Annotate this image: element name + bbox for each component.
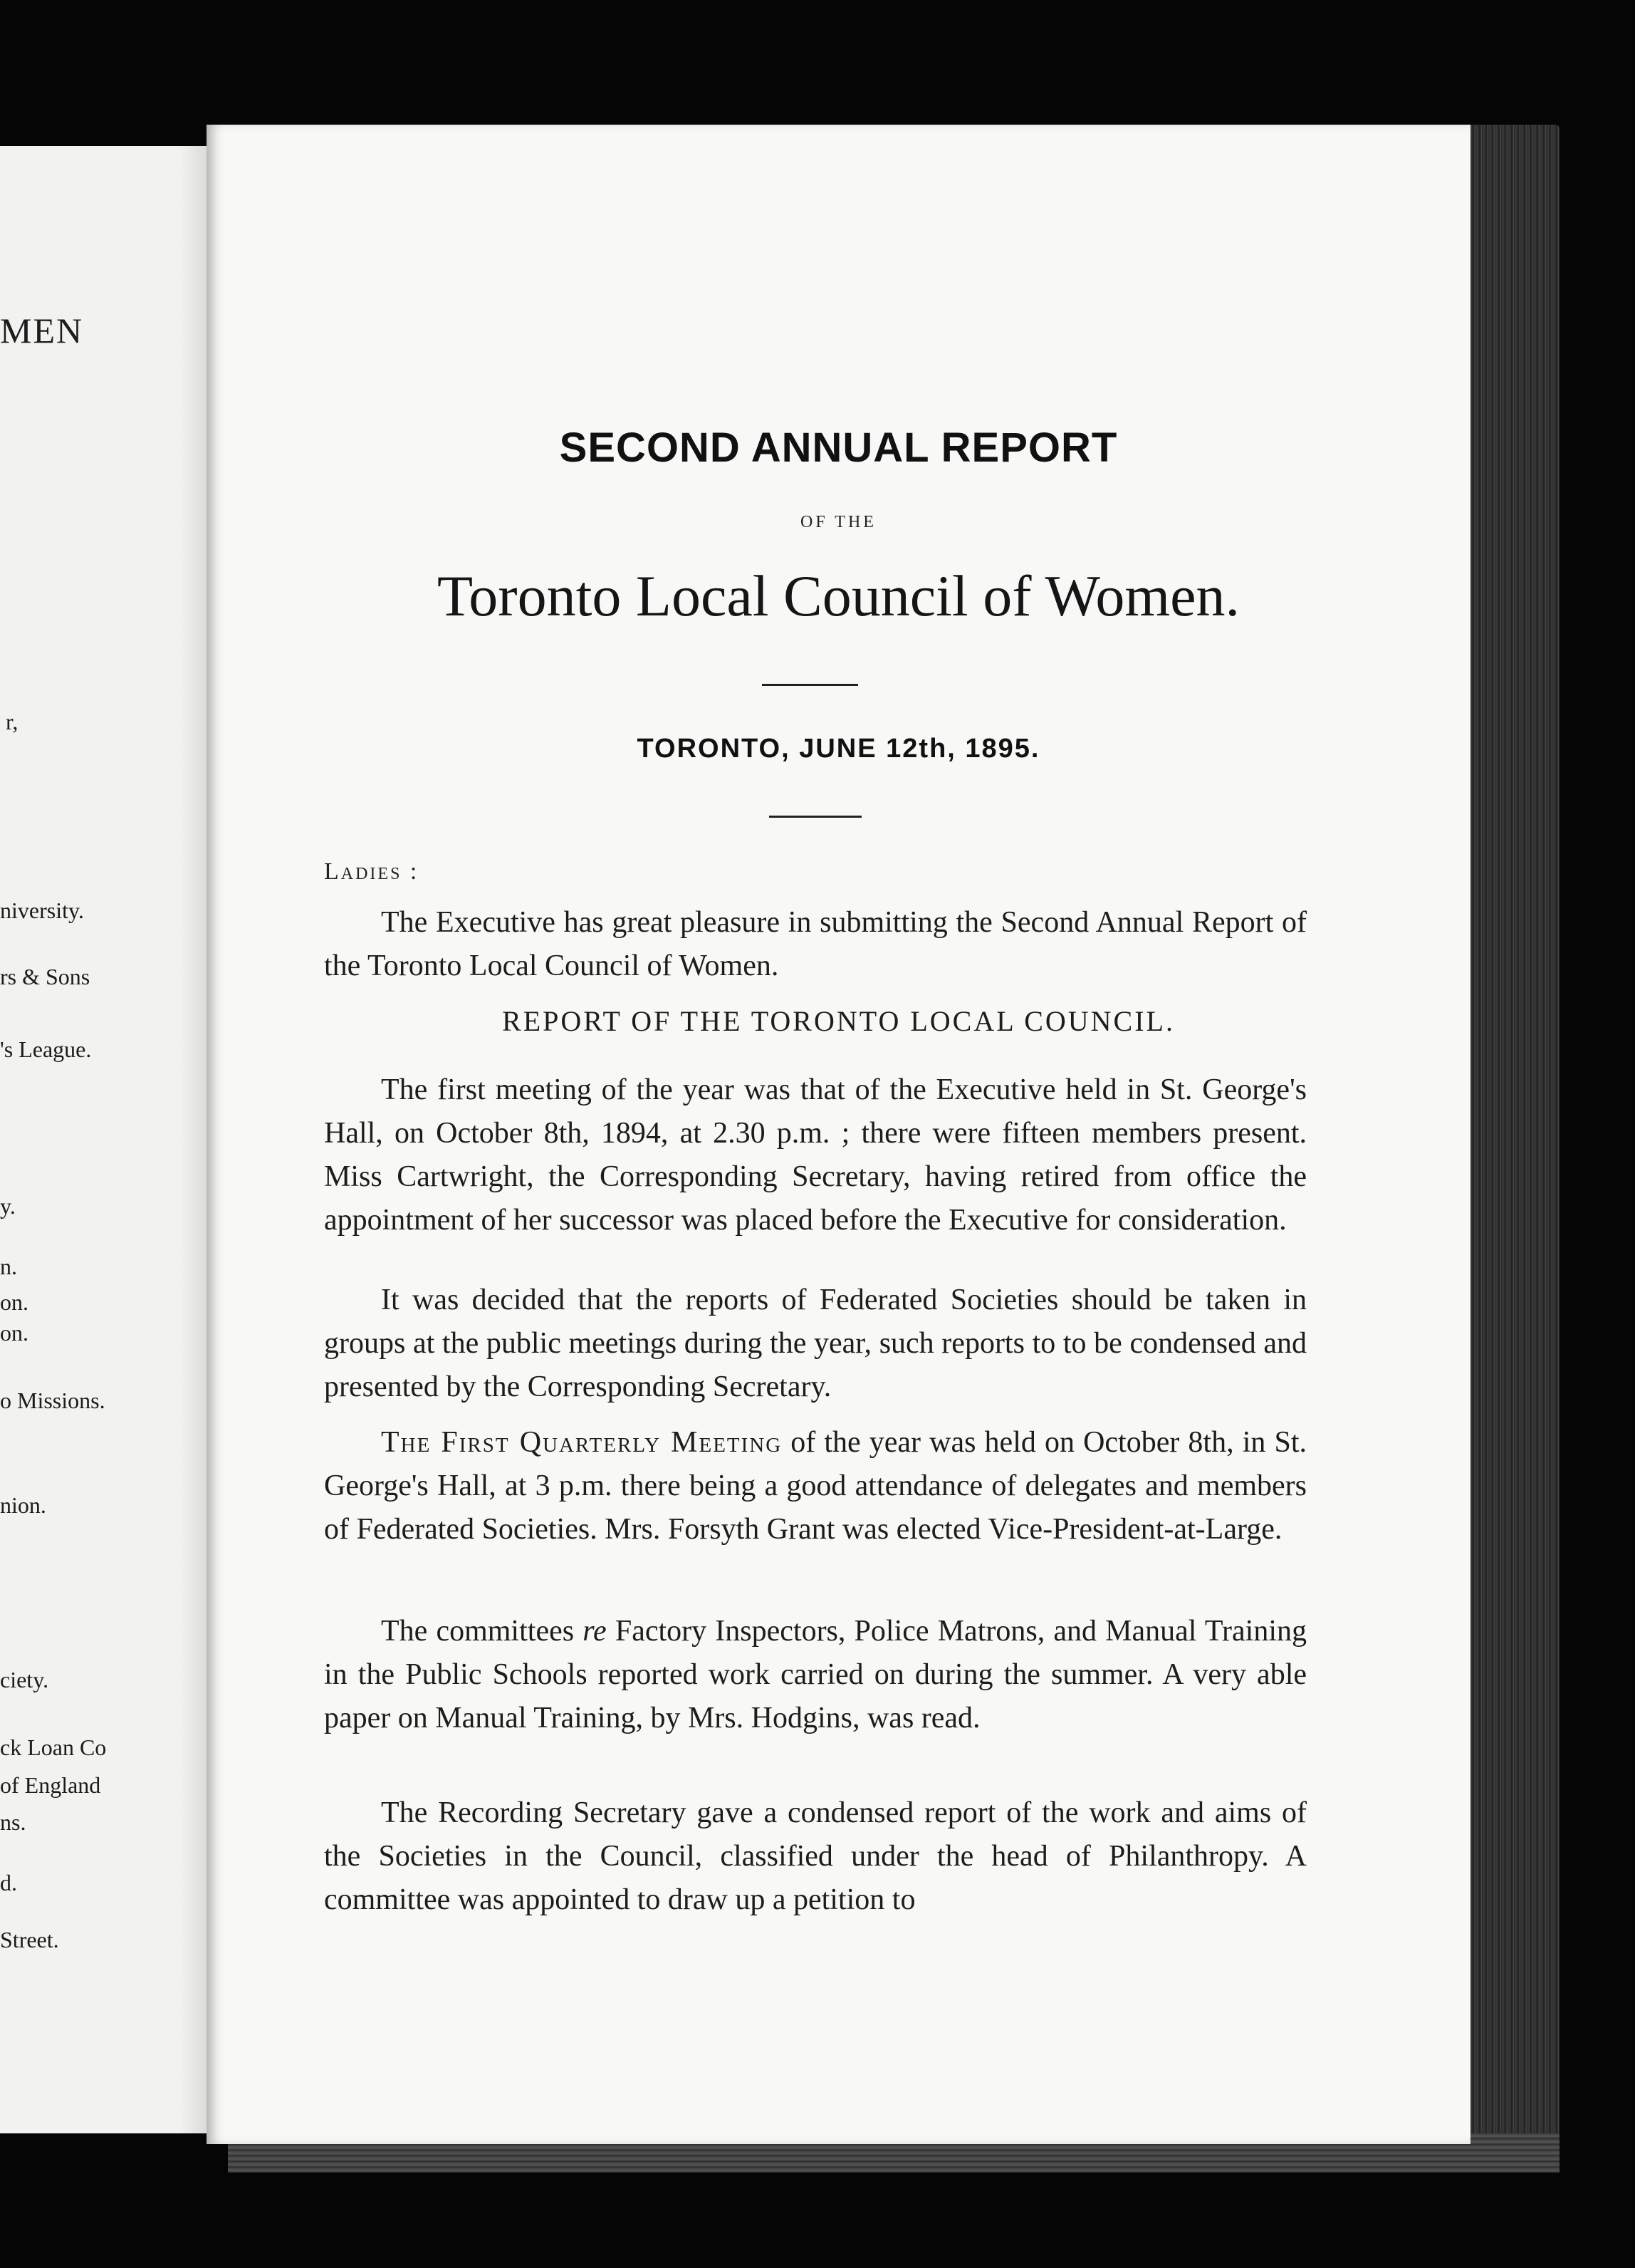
- left-page-fragment: rs & Sons: [0, 964, 90, 989]
- left-page-fragment: Street.: [0, 1927, 59, 1952]
- left-page-fragment: ck Loan Co: [0, 1734, 107, 1760]
- left-page-fragment: of England: [0, 1772, 101, 1798]
- paragraph-committees: [324, 1610, 1307, 1740]
- paragraph-lead-smallcaps: The First Quarterly Meeting: [381, 1426, 783, 1459]
- left-page-fragment: nion.: [0, 1492, 46, 1518]
- left-page-fragment: ciety.: [0, 1667, 49, 1692]
- left-page-fragment: ns.: [0, 1809, 26, 1835]
- paragraph-text: It was decided that the reports of Federated Societies should be taken in groups at the public meetings during the year, such reports to to be condensed and presented by the Corresponding Secretary.: [324, 1284, 1307, 1403]
- left-page-fragment: on.: [0, 1289, 28, 1315]
- left-page-fragment: MEN: [0, 311, 84, 350]
- paragraph-text: of the year was held on October 8th, in St. George's Hall, at 3 p.m. there being a good attendance of delegates and members of Federated Societies. Mrs. Forsyth Grant was elected Vice-President-at-Large.: [324, 1426, 1307, 1546]
- paragraph-first-meeting: [324, 1068, 1307, 1242]
- divider-rule: [762, 684, 858, 686]
- left-page-fragment: o Missions.: [0, 1388, 105, 1413]
- dateline: TORONTO, JUNE 12th, 1895.: [637, 734, 1040, 764]
- paragraph-text: The Recording Secretary gave a condensed report of the work and aims of the Societies in the Council, classified under the head of Philanthropy. A committee was appointed to draw up a petition to: [324, 1796, 1307, 1916]
- intro-text: The Executive has great pleasure in submitting the Second Annual Report of the Toronto Local Council of Women.: [324, 906, 1307, 982]
- paragraph-quarterly-meeting: [324, 1421, 1307, 1551]
- divider-rule: [769, 816, 862, 818]
- paragraph-text: The committees: [381, 1615, 583, 1648]
- left-page-fragment: d.: [0, 1870, 17, 1895]
- paragraph-recording-secretary: [324, 1791, 1307, 1922]
- left-page-fragment: r,: [6, 709, 19, 734]
- paragraph-text: Factory Inspectors, Police Matrons, and Manual Training in the Public Schools reported work carried on during the summer. A very able paper on Manual Training, by Mrs. Hodgins, was read.: [324, 1615, 1307, 1734]
- report-of-the: OF THE: [800, 513, 877, 531]
- paragraph-text: The first meeting of the year was that of the Executive held in St. George's Hall, on October 8th, 1894, at 2.30 p.m. ; there were fifteen members present. Miss Cartwright, the Corresponding Secretary, having retired from office the appointment of her successor was placed before the Executive for consideration.: [324, 1073, 1307, 1237]
- left-page-fragment: on.: [0, 1320, 28, 1346]
- left-page-fragment: 's League.: [0, 1036, 92, 1062]
- report-page: [207, 125, 1471, 2144]
- left-page-fragment: y.: [0, 1193, 16, 1219]
- intro-paragraph: [324, 901, 1307, 988]
- organization-name: Toronto Local Council of Women.: [437, 563, 1240, 628]
- book-page-edges: [1456, 125, 1560, 2173]
- paragraph-reports-decision: [324, 1279, 1307, 1409]
- section-heading: REPORT OF THE TORONTO LOCAL COUNCIL.: [502, 1005, 1175, 1037]
- paragraph-italic-re: re: [583, 1615, 607, 1648]
- salutation: Ladies :: [324, 858, 419, 885]
- left-page-fragment: n.: [0, 1254, 17, 1279]
- left-page-fragment: niversity.: [0, 898, 84, 923]
- report-title: SECOND ANNUAL REPORT: [559, 425, 1118, 471]
